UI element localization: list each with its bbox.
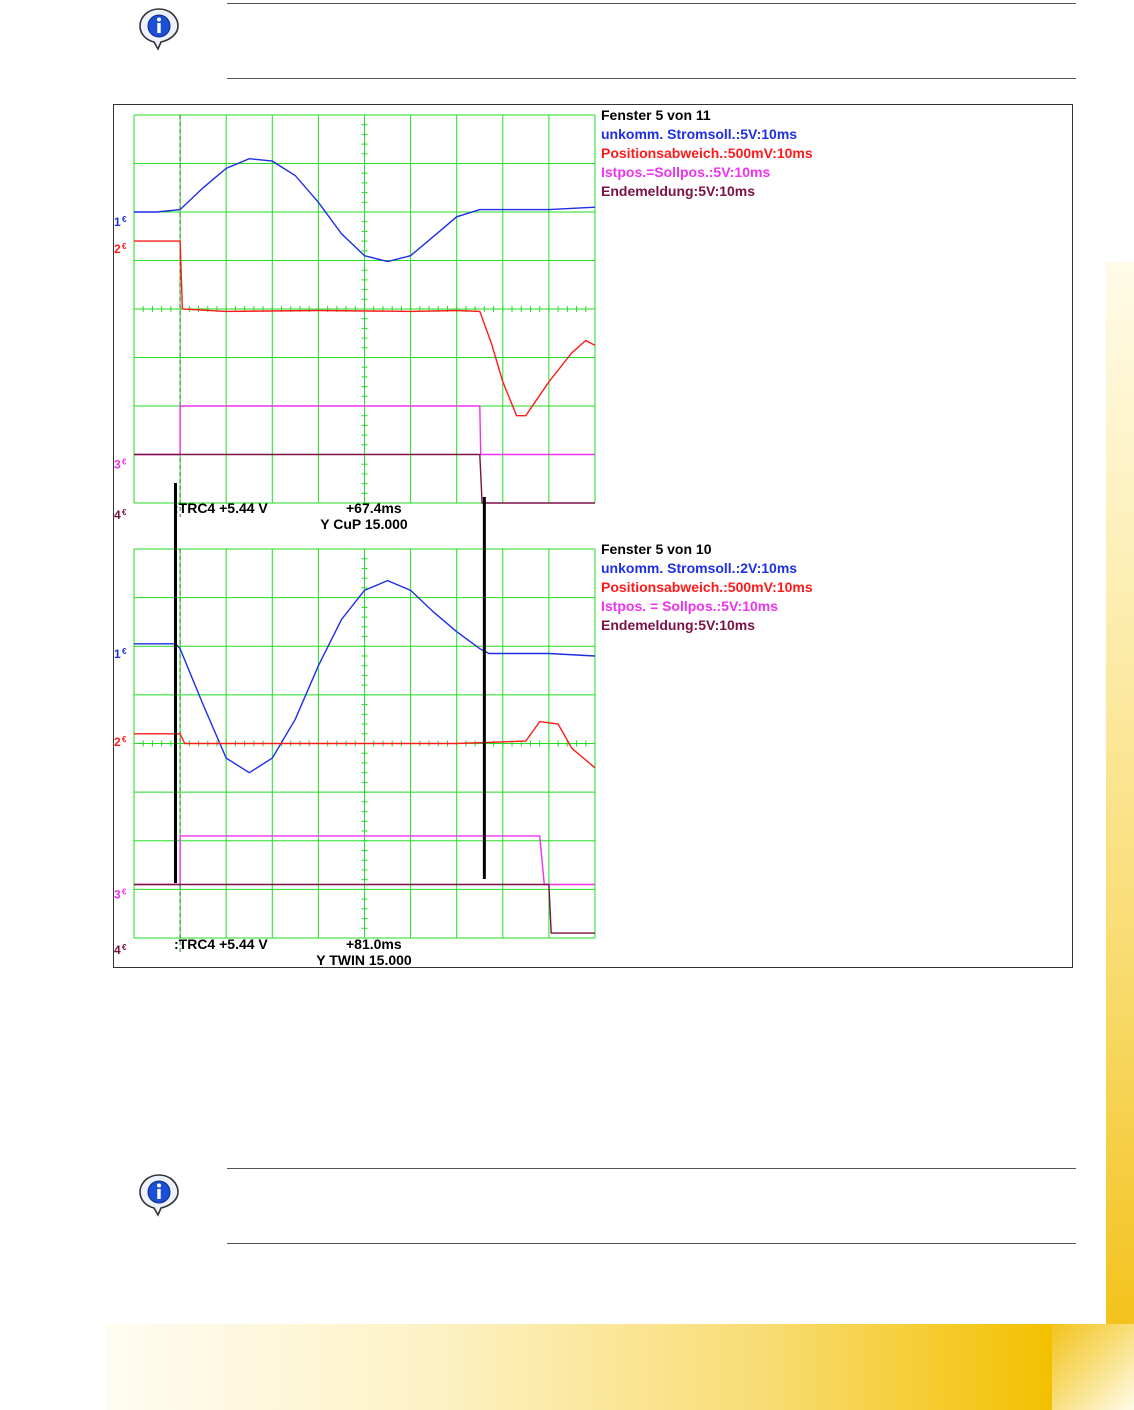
info-icon [136,5,182,51]
legend-entry: unkomm. Stromsoll.:5V:10ms [601,126,798,142]
yellow-footer-band [106,1324,1052,1410]
trigger-readout: :TRC4 +5.44 V [174,500,268,516]
y-label-readout: Y TWIN 15.000 [316,952,412,967]
legend-entry: Positionsabweich.:500mV:10ms [601,145,813,161]
channel-marker-3: 3 [114,457,121,472]
scope-panel-2 [122,549,595,952]
time-readout: +81.0ms [346,936,402,952]
channel-marker-arrow: € [122,887,127,897]
legend-entry: Endemeldung:5V:10ms [601,617,756,633]
legend-entry: Positionsabweich.:500mV:10ms [601,579,813,595]
channel-marker-arrow: € [122,646,127,656]
divider-bottom [227,1243,1076,1244]
divider-bottom-top [227,1168,1076,1169]
channel-marker-2: 2 [114,734,121,749]
panel-title: Fenster 5 von 11 [601,107,711,123]
channel-marker-4: 4 [114,943,121,957]
channel-marker-arrow: € [122,943,127,952]
channel-marker-arrow: € [122,508,127,517]
yellow-side-decoration [1106,262,1134,1324]
time-readout: +67.4ms [346,500,402,516]
legend-entry: Endemeldung:5V:10ms [601,183,756,199]
yellow-corner-decoration [1052,1324,1134,1410]
channel-marker-arrow: € [122,215,127,224]
panel-title: Fenster 5 von 10 [601,541,712,557]
channel-marker-3: 3 [114,887,121,902]
y-label-readout: Y CuP 15.000 [320,516,408,532]
channel-marker-arrow: € [122,457,127,467]
legend-entry: Istpos. = Sollpos.:5V:10ms [601,598,779,614]
oscilloscope-figure [113,104,1073,968]
scope-panel-1 [122,115,595,517]
channel-marker-arrow: € [122,734,127,744]
channel-marker-1: 1 [114,215,121,229]
info-icon [136,1171,182,1217]
channel-marker-arrow: € [122,242,127,252]
trigger-readout: :TRC4 +5.44 V [174,936,268,952]
channel-marker-4: 4 [114,508,121,522]
oscilloscope-canvas [114,105,1072,967]
legend-entry: Istpos.=Sollpos.:5V:10ms [601,164,771,180]
divider-top [227,3,1076,4]
legend-entry: unkomm. Stromsoll.:2V:10ms [601,560,798,576]
divider-top-bottom [227,78,1076,79]
channel-marker-2: 2 [114,242,121,257]
channel-marker-1: 1 [114,646,121,661]
